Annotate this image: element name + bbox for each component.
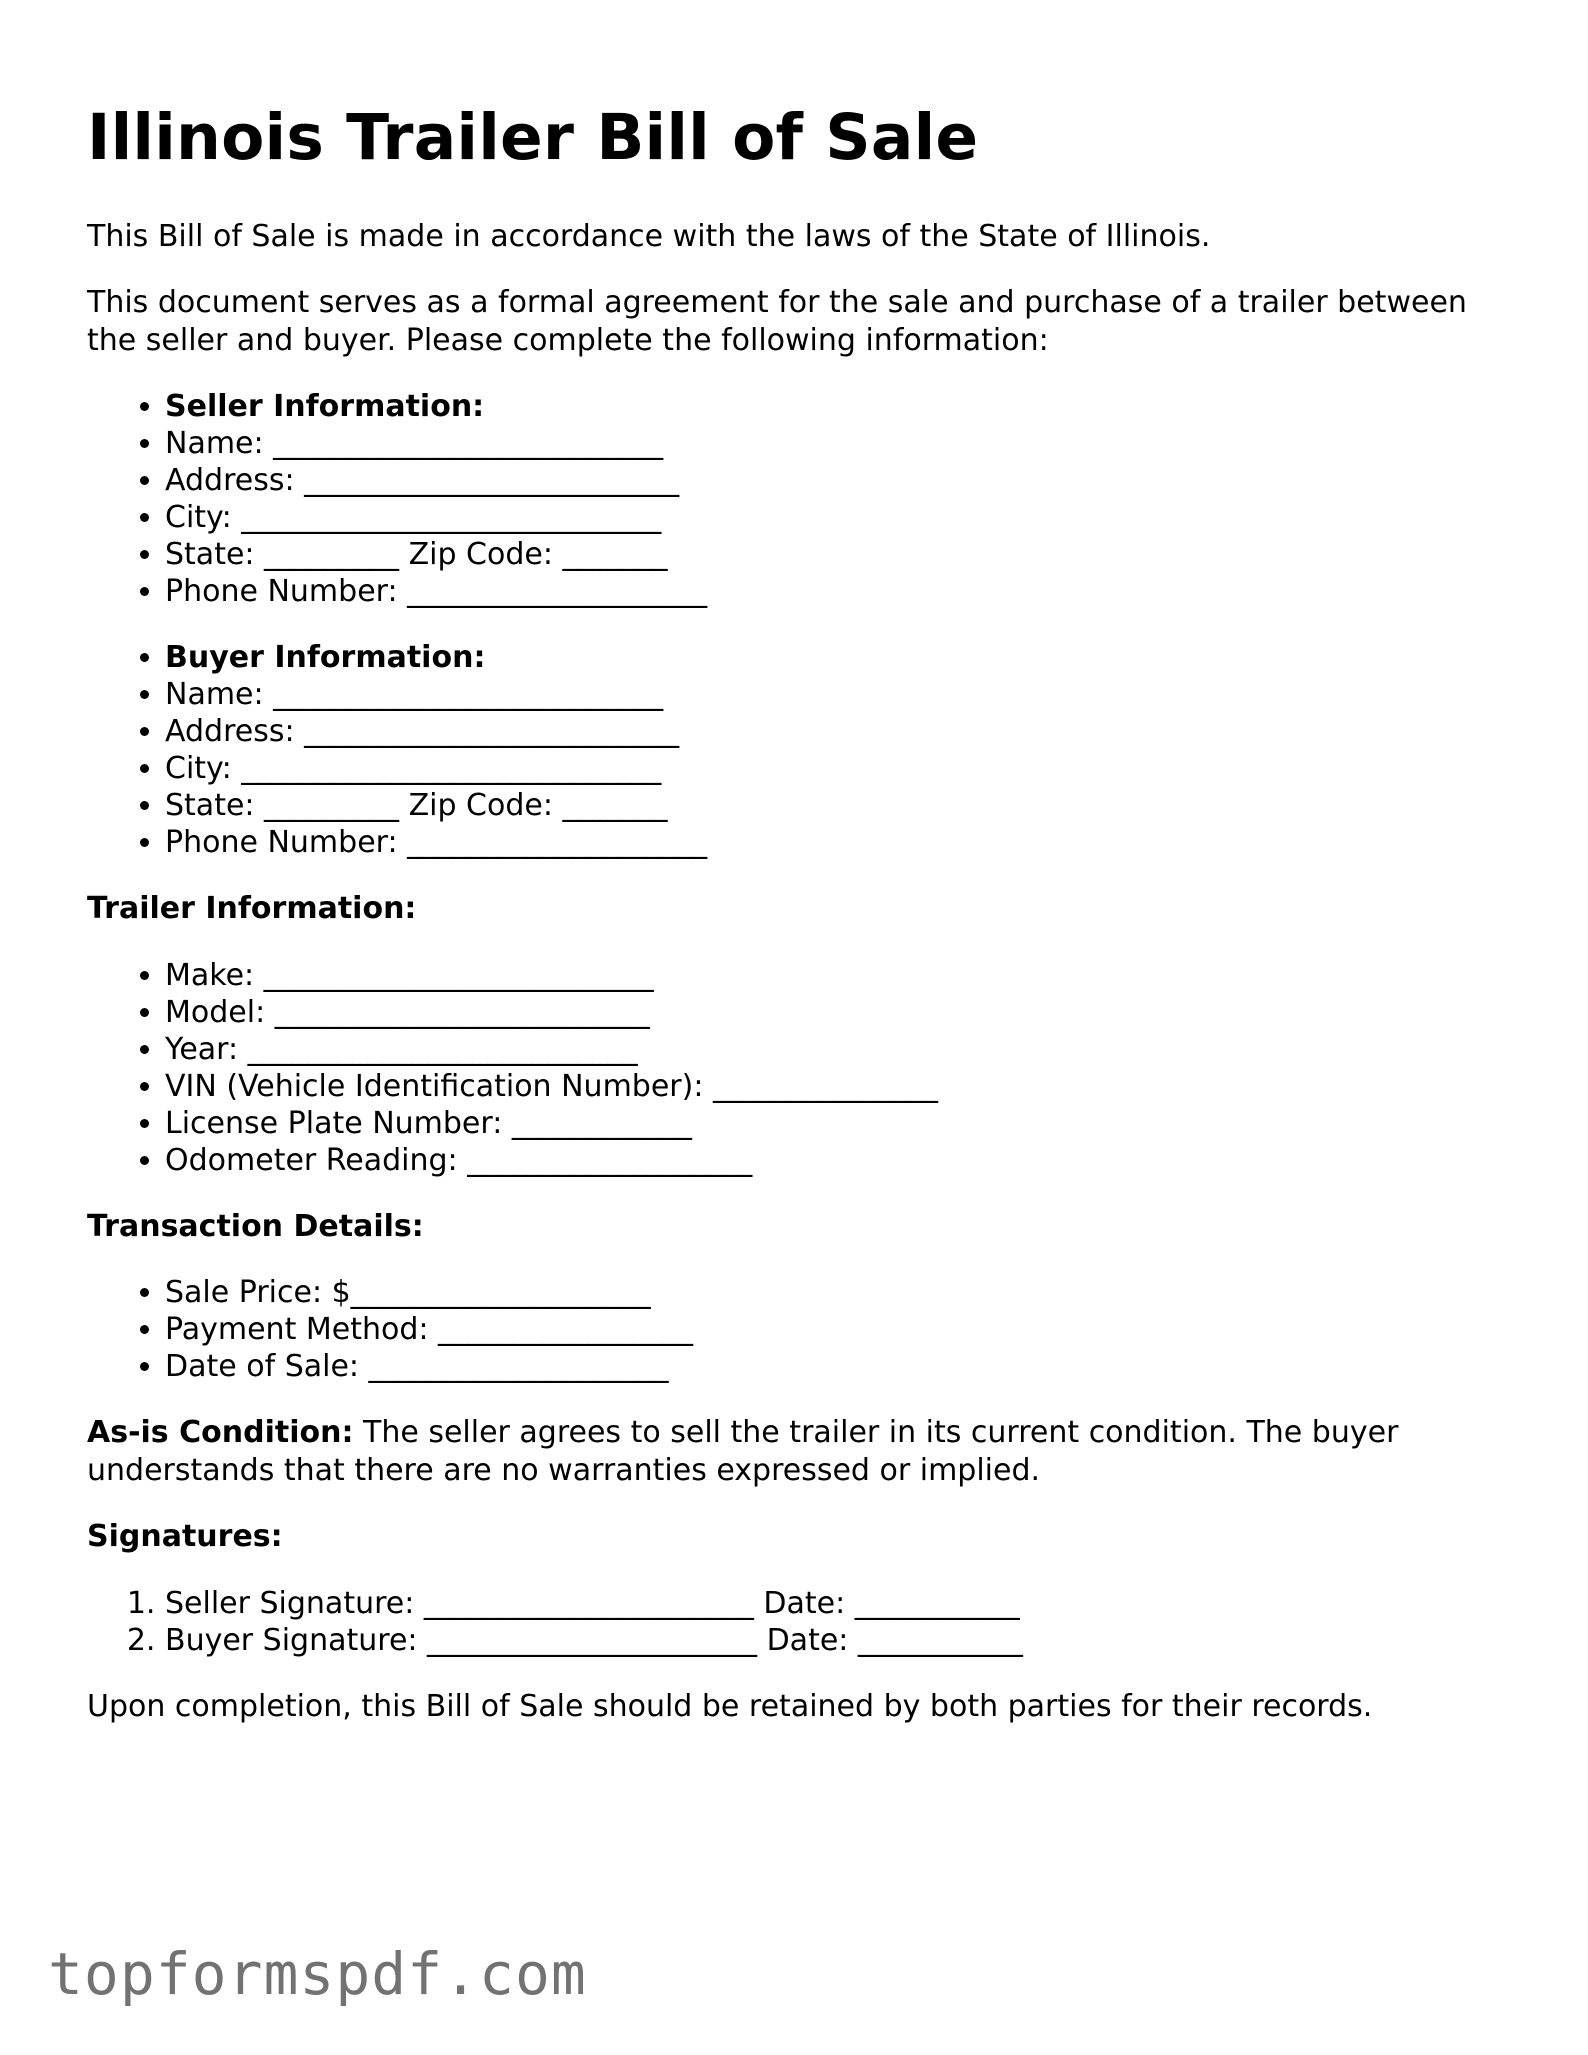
as-is-label: As-is Condition:: [87, 1415, 354, 1451]
seller-name-field: • Name: __________________________: [165, 425, 1507, 462]
as-is-condition-paragraph: [87, 1414, 1507, 1489]
document-page: [87, 100, 1507, 1754]
trailer-make-field: • Make: __________________________: [165, 957, 1507, 994]
trailer-plate-field: • License Plate Number: ____________: [165, 1105, 1507, 1142]
sale-price-field: • Sale Price: $____________________: [165, 1274, 1507, 1311]
seller-info-list: [87, 388, 1507, 610]
trailer-info-list: [87, 957, 1507, 1179]
transaction-details-list: [87, 1274, 1507, 1385]
transaction-details-heading: Transaction Details:: [87, 1208, 424, 1244]
seller-phone-field: • Phone Number: ____________________: [165, 573, 1507, 610]
buyer-city-field: • City: ____________________________: [165, 750, 1507, 787]
seller-heading: • Seller Information:: [165, 388, 1507, 425]
as-is-text: The seller agrees to sell the trailer in its current condition. The buyer understands that there are no warranties expressed or implied.: [87, 1415, 1399, 1488]
seller-address-field: • Address: _________________________: [165, 462, 1507, 499]
date-of-sale-field: • Date of Sale: ____________________: [165, 1348, 1507, 1385]
watermark: topformspdf.com: [48, 1940, 587, 2008]
signatures-heading: Signatures:: [87, 1519, 283, 1555]
trailer-odometer-field: • Odometer Reading: ___________________: [165, 1142, 1507, 1179]
intro-paragraph: This Bill of Sale is made in accordance with the laws of the State of Illinois.: [87, 218, 1211, 254]
buyer-info-list: [87, 639, 1507, 861]
trailer-vin-field: • VIN (Vehicle Identification Number): _______________: [165, 1068, 1507, 1105]
seller-signature-field: 1. Seller Signature: ______________________ Date: ___________: [165, 1585, 1507, 1622]
seller-city-field: • City: ____________________________: [165, 499, 1507, 536]
trailer-model-field: • Model: _________________________: [165, 994, 1507, 1031]
page-title: Illinois Trailer Bill of Sale: [87, 101, 979, 174]
buyer-signature-field: 2. Buyer Signature: ______________________ Date: ___________: [165, 1622, 1507, 1659]
instructions-paragraph: This document serves as a formal agreement for the sale and purchase of a trailer between the seller and buyer. Please complete the following information:: [87, 285, 1467, 358]
signatures-list: [87, 1585, 1507, 1659]
trailer-info-heading: Trailer Information:: [87, 891, 417, 927]
buyer-heading: • Buyer Information:: [165, 639, 1507, 676]
buyer-state-zip-field: • State: _________ Zip Code: _______: [165, 787, 1507, 824]
payment-method-field: • Payment Method: _________________: [165, 1311, 1507, 1348]
closing-paragraph: Upon completion, this Bill of Sale should be retained by both parties for their records.: [87, 1688, 1373, 1724]
trailer-year-field: • Year: __________________________: [165, 1031, 1507, 1068]
buyer-phone-field: • Phone Number: ____________________: [165, 824, 1507, 861]
buyer-name-field: • Name: __________________________: [165, 676, 1507, 713]
buyer-address-field: • Address: _________________________: [165, 713, 1507, 750]
seller-state-zip-field: • State: _________ Zip Code: _______: [165, 536, 1507, 573]
